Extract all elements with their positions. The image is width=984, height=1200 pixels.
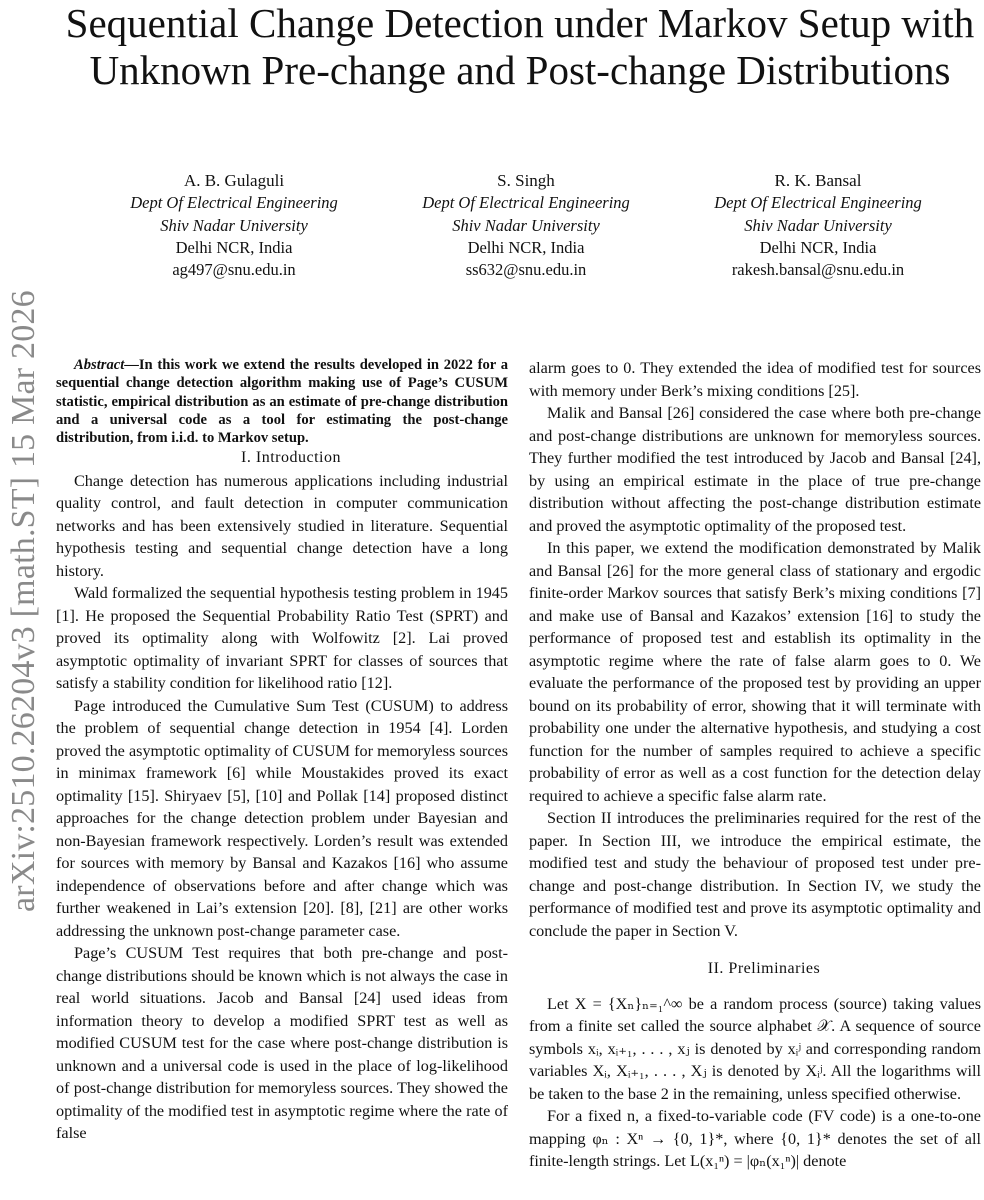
author-block (88, 170, 964, 281)
intro-paragraph-4-continued: alarm goes to 0. They extended the idea of modified test for sources with memory under Berk’s mixing conditions [25]. (529, 359, 981, 400)
author-univ: Shiv Nadar University (160, 215, 308, 235)
author-univ: Shiv Nadar University (452, 215, 600, 235)
author-dept: Dept Of Electrical Engineering (422, 193, 630, 213)
author-1 (88, 170, 380, 281)
arxiv-identifier: arXiv:2510.26204v3 [math.ST] 15 Mar 2026 (5, 290, 42, 912)
author-univ: Shiv Nadar University (744, 215, 892, 235)
section-heading-preliminaries: II. Preliminaries (707, 960, 821, 977)
author-dept: Dept Of Electrical Engineering (714, 193, 922, 213)
intro-paragraph-6: In this paper, we extend the modification demonstrated by Malik and Bansal [26] for the more general class of stationary and ergodic finite-order Markov sources that satisfy Berk’s mixing conditions [7] and make use of Bansal and Kazakos’ extension [16] to study the performance of proposed test and establish its optimality in the asymptotic regime where the rate of false alarm goes to 0. We evaluate the performance of the proposed test by providing an upper bound on its probability of error, showing that it will terminate with probability one under the alternative hypothesis, and studying a cost function for the number of samples required to achieve a specific probability of error as well as a cost function for the detection delay required to achieve a specific false alarm rate. (529, 539, 981, 805)
author-location: Delhi NCR, India (467, 237, 585, 257)
author-location: Delhi NCR, India (759, 237, 877, 257)
intro-paragraph-7: Section II introduces the preliminaries required for the rest of the paper. In Section III, we introduce the empirical estimate, the modified test and study the behaviour of proposed test under pre-change and post-change distribution. In Section IV, we study the performance of modified test and prove its asymptotic optimality and conclude the paper in Section V. (529, 809, 981, 940)
abstract-text: —In this work we extend the results developed in 2022 for a sequential change detection algorithm making use of Page’s CUSUM statistic, empirical distribution as an estimate of pre-change distribution and a universal code as a tool for estimating the post-change distribution, from i.i.d. to Markov setup. (56, 357, 508, 447)
left-column (56, 356, 508, 1145)
author-3 (672, 170, 964, 281)
intro-paragraph-1: Change detection has numerous applications including industrial quality control, and fault detection in computer communication networks and has been extensively studied in literature. Sequential hypothesis testing and sequential change detection have a long history. (56, 471, 508, 580)
prelim-paragraph-2: For a fixed n, a fixed-to-variable code (FV code) is a one-to-one mapping φₙ : Xⁿ → {0, 1}*, where {0, 1}* denotes the set of all finite-length strings. Let L(x₁ⁿ) = |φₙ(x₁ⁿ)| denote (529, 1107, 981, 1170)
author-email: ss632@snu.edu.in (465, 260, 587, 280)
intro-paragraph-5: Malik and Bansal [26] considered the case where both pre-change and post-change distributions are unknown for memoryless sources. They further modified the test introduced by Jacob and Bansal [24], by using an empirical estimate in the place of true pre-change distribution without affecting the post-change distribution estimate and proved the asymptotic optimality of the proposed test. (529, 404, 981, 535)
abstract-label: Abstract (74, 357, 125, 373)
author-location: Delhi NCR, India (175, 237, 293, 257)
intro-paragraph-3: Page introduced the Cumulative Sum Test (CUSUM) to address the problem of sequential change detection in 1954 [4]. Lorden proved the asymptotic optimality of CUSUM for memoryless sources in minimax framework [6] while Moustakides proved its exact optimality [15]. Shiryaev [5], [10] and Pollak [14] proposed distinct approaches for the change detection problem under Bayesian and non-Bayesian framework respectively. Lorden’s result was extended for sources with memory by Bansal and Kazakos [16] who assume independence of observations before and after change which was further weakened in Lai’s extension [20]. [8], [21] are other works addressing the unknown post-change parameter case. (56, 696, 508, 940)
author-email: rakesh.bansal@snu.edu.in (731, 260, 905, 280)
section-heading-introduction: I. Introduction (241, 449, 341, 467)
author-name: S. Singh (497, 171, 555, 190)
prelim-paragraph-1: Let X = {Xₙ}ₙ₌₁^∞ be a random process (source) taking values from a finite set called the source alphabet 𝒳. A sequence of source symbols xᵢ, xᵢ₊₁, . . . , xⱼ is denoted by xᵢʲ and corresponding random variables Xᵢ, Xᵢ₊₁, . . . , Xⱼ is denoted by Xᵢʲ. All the logarithms will be taken to the base 2 in the remaining, unless specified otherwise. (529, 994, 981, 1103)
paper-title: Sequential Change Detection under Markov Setup with Unknown Pre-change and Post-change Distributions (65, 0, 975, 93)
right-column (529, 357, 981, 1173)
author-dept: Dept Of Electrical Engineering (130, 193, 338, 213)
author-name: A. B. Gulaguli (183, 171, 285, 190)
author-name: R. K. Bansal (774, 171, 862, 190)
intro-paragraph-2: Wald formalized the sequential hypothesis testing problem in 1945 [1]. He proposed the Sequential Probability Ratio Test (SPRT) and proved its optimality along with Wolfowitz [2]. Lai proved asymptotic optimality of invariant SPRT for classes of sources that satisfy a stability condition for likelihood ratio [12]. (56, 584, 508, 693)
author-2 (380, 170, 672, 281)
abstract (56, 356, 508, 447)
author-email: ag497@snu.edu.in (172, 260, 296, 280)
intro-paragraph-4: Page’s CUSUM Test requires that both pre-change and post-change distributions should be known which is not always the case in real world situations. Jacob and Bansal [24] used ideas from information theory to develop a modified SPRT test as well as modified CUSUM test for the case where post-change distribution is unknown and a universal code is used in the place of log-likelihood of post-change distribution for memoryless sources. They showed the optimality of the modified test in asymptotic regime where the rate of false (56, 944, 508, 1143)
